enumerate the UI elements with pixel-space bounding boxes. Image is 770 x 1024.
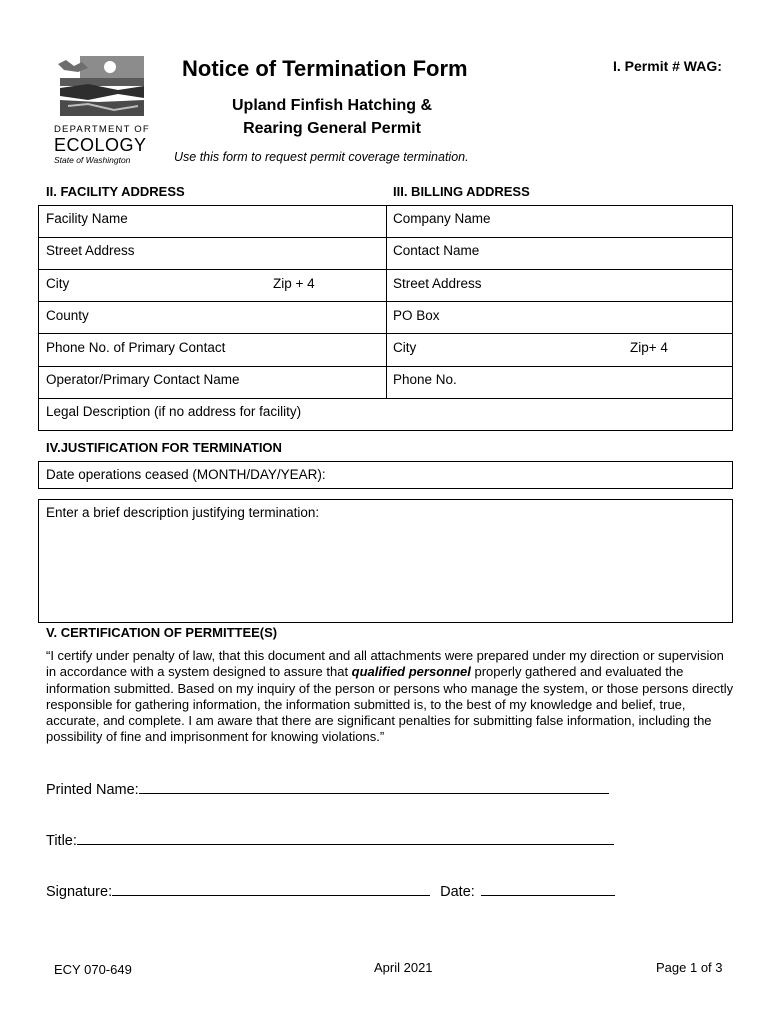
facility-city-field[interactable]: City xyxy=(46,276,70,291)
signature-label: Signature: xyxy=(46,884,113,900)
billing-contact-field[interactable]: Contact Name xyxy=(393,243,480,258)
signature-row xyxy=(46,881,615,900)
facility-zip-field[interactable]: Zip + 4 xyxy=(273,276,315,291)
billing-phone-field[interactable]: Phone No. xyxy=(393,372,457,387)
billing-po-box-field[interactable]: PO Box xyxy=(393,308,440,323)
form-number: ECY 070-649 xyxy=(54,962,132,977)
logo-state-text: State of Washington xyxy=(54,155,131,165)
facility-phone-field[interactable]: Phone No. of Primary Contact xyxy=(46,340,226,355)
table-rule xyxy=(38,301,733,302)
form-instruction: Use this form to request permit coverage termination. xyxy=(174,150,469,164)
title-label: Title: xyxy=(46,833,77,849)
certification-statement xyxy=(46,648,736,746)
ecology-logo xyxy=(52,54,148,166)
certification-heading: V. CERTIFICATION OF PERMITTEE(S) xyxy=(46,625,278,640)
facility-legal-description-field[interactable]: Legal Description (if no address for facility) xyxy=(46,404,302,419)
billing-zip-field[interactable]: Zip+ 4 xyxy=(630,340,668,355)
table-rule xyxy=(38,237,733,238)
address-table-divider xyxy=(386,205,387,399)
form-title: Notice of Termination Form xyxy=(182,56,468,81)
date-ceased-box[interactable] xyxy=(38,461,733,489)
table-rule xyxy=(38,366,733,367)
logo-ecology-text: ECOLOGY xyxy=(54,135,147,155)
date-ceased-label: Date operations ceased (MONTH/DAY/YEAR): xyxy=(46,467,326,482)
billing-address-heading: III. BILLING ADDRESS xyxy=(393,184,530,199)
revision-date: April 2021 xyxy=(374,960,433,975)
table-rule xyxy=(38,333,733,334)
billing-company-field[interactable]: Company Name xyxy=(393,211,491,226)
page-number: Page 1 of 3 xyxy=(656,960,723,975)
facility-operator-field[interactable]: Operator/Primary Contact Name xyxy=(46,372,240,387)
subtitle-line-1: Upland Finfish Hatching & xyxy=(232,97,432,114)
table-rule xyxy=(38,269,733,270)
certification-text-start: “I certify under penalty of law, that this document and all attachments were prepared under my direction or supervision in accordance with a system designed to assure that xyxy=(46,648,724,680)
justification-description-label: Enter a brief description justifying termination: xyxy=(46,505,320,520)
form-subtitle xyxy=(182,94,482,140)
facility-name-field[interactable]: Facility Name xyxy=(46,211,128,226)
certification-text-end: properly gathered and evaluated the information submitted. Based on my inquiry of the person or persons who manage the system, or those persons directly responsible for gathering information, the information submitted is, to the best of my knowledge and belief, true, accurate, and complete. I am aware that there are significant penalties for submitting false information, including the possibility of fine and imprisonment for knowing violations.” xyxy=(46,664,734,745)
printed-name-label: Printed Name: xyxy=(46,782,139,798)
billing-street-field[interactable]: Street Address xyxy=(393,276,482,291)
justification-description-box[interactable] xyxy=(38,499,733,623)
table-rule xyxy=(38,398,733,399)
logo-landscape-icon xyxy=(58,54,144,118)
facility-street-field[interactable]: Street Address xyxy=(46,243,135,258)
facility-county-field[interactable]: County xyxy=(46,308,89,323)
justification-heading: IV.JUSTIFICATION FOR TERMINATION xyxy=(46,440,282,455)
date-line[interactable] xyxy=(481,881,615,896)
date-label: Date: xyxy=(440,884,475,900)
facility-address-heading: II. FACILITY ADDRESS xyxy=(46,184,185,199)
certification-emphasis: qualified personnel xyxy=(351,664,471,680)
subtitle-line-2: Rearing General Permit xyxy=(243,120,421,137)
permit-number-label: I. Permit # WAG: xyxy=(613,58,722,74)
billing-city-field[interactable]: City xyxy=(393,340,417,355)
title-line[interactable] xyxy=(77,830,614,845)
printed-name-row xyxy=(46,779,609,798)
title-row xyxy=(46,830,614,849)
signature-line[interactable] xyxy=(112,881,430,896)
logo-department-text: DEPARTMENT OF xyxy=(54,124,150,135)
printed-name-line[interactable] xyxy=(139,779,609,794)
